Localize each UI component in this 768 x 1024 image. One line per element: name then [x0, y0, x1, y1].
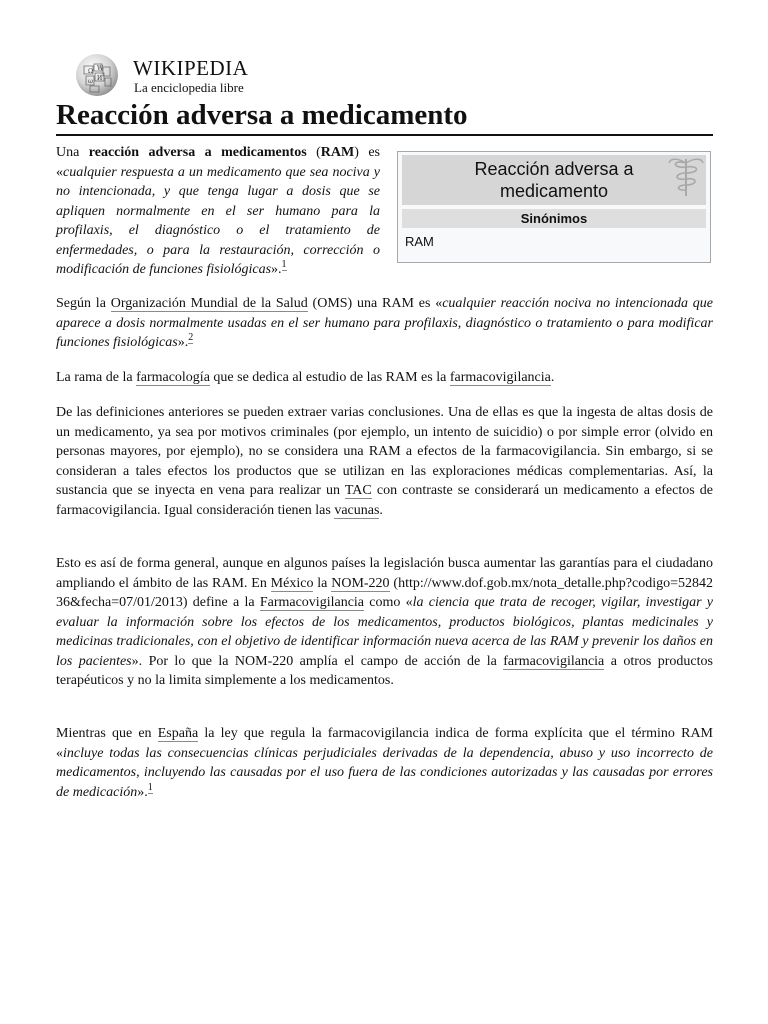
term-bold: reacción adversa a medicamentos: [88, 145, 307, 160]
paragraph-oms: Según la Organización Mundial de la Salud (OMS) una RAM es «cualquier reacción nociva no intencionada que aparece a dosis normalmente usadas en el ser humano para profilaxis, diagnóstico o tratamiento o para modificar funciones fisiológicas».$^2$: [56, 296, 713, 350]
infobox-synonym-value: RAM: [405, 234, 434, 249]
svg-text:ω: ω: [88, 78, 93, 85]
link-farmacovigilancia[interactable]: farmacovigilancia: [449, 370, 551, 385]
caduceus-icon: [668, 157, 704, 197]
link-farmacovigilancia-3[interactable]: farmacovigilancia: [503, 653, 605, 669]
paragraph-conclusiones: De las definiciones anteriores se pueden extraer varias conclusiones. Una de ellas es que la ingesta de altas dosis de un medicamento, ya sea por motivos criminales (por ejemplo, un intento de suicidio) o por simple error (olvido en personas mayores, por ejemplo), no se considera una RAM a efectos de la farmacovigilancia. Sin embargo, si se consideran a tales efectos los productos que se utilizan en las exploraciones médicas complementarias. Así, la sustancia que se inyecta en vena para realizar un TAC con contraste se considerará un medicamento a efectos de farmacovigilancia. Igual consideración tienen las vacunas.: [56, 405, 713, 518]
link-nom-220[interactable]: NOM-220: [331, 575, 390, 591]
svg-text:W: W: [97, 65, 104, 72]
paragraph-intro: Una reacción adversa a medicamentos (RAM) es «cualquier respuesta a un medicamento que sea nociva y no intencionada, y que tenga lugar a dosis que se apliquen normalmente en el ser humano para la profilaxis, el diagnóstico o el tratamiento de enfermedades, o para la restauración, corrección o modificación de funciones fisiológicas».$^1$: [56, 145, 381, 277]
wikipedia-globe-icon[interactable]: [74, 52, 120, 98]
paragraph-mexico: Esto es así de forma general, aunque en algunos países la legislación busca aumentar las garantías para el ciudadano ampliando el ámbito de las RAM. En México la NOM-220 (http://www.dof.gob.mx/nota_detalle.php?codigo=5284236&fecha=07/01/2013) define a la Farmacovigilancia como «la ciencia que trata de recoger, vigilar, investigar y evaluar la información sobre los efectos de los medicamentos, productos biológicos, plantas medicinales y medicinas tradicionales, con el objetivo de identificar información nueva acerca de las RAM y prevenir los daños en los pacientes». Por lo que la NOM-220 amplía el campo de acción de la farmacovigilancia a otros productos terapéuticos y no la limita simplemente a los medicamentos.: [56, 556, 714, 688]
link-oms[interactable]: Organización Mundial de la Salud: [110, 296, 308, 311]
oms-quote: cualquier reacción nociva no intencionada que aparece a dosis normalmente usadas en el ser humano para profilaxis, diagnóstico o tratamiento o para modificar funciones fisiológicas: [56, 296, 713, 350]
acronym-bold: RAM: [320, 145, 355, 160]
link-tac[interactable]: TAC: [344, 483, 372, 498]
link-farmacovigilancia-2[interactable]: Farmacovigilancia: [259, 595, 365, 610]
link-mexico[interactable]: México: [270, 575, 314, 591]
reference-link-1[interactable]: 1: [281, 259, 287, 270]
reference-link-2[interactable]: 2: [188, 332, 194, 343]
link-farmacologia[interactable]: farmacología: [136, 370, 210, 385]
infobox-title: [402, 155, 706, 205]
infobox-title-text: Reacción adversa a medicamento: [474, 159, 634, 201]
external-url[interactable]: (http://www.dof.gob.mx/nota_detalle.php?codigo=5284236&fecha=07/01/2013): [56, 575, 714, 610]
infobox: [397, 151, 711, 263]
espana-quote: incluye todas las consecuencias clínicas perjudiciales derivadas de la dependencia, abuso y uso incorrecto de medicamentos, incluyendo las causadas por el uso fuera de las condiciones autorizadas y las causadas por errores de medicación: [56, 745, 713, 800]
infobox-section-header: Sinónimos: [402, 209, 706, 228]
paragraph-rama: La rama de la farmacología que se dedica al estudio de las RAM es la farmacovigilancia.: [56, 370, 555, 385]
page-title: Reacción adversa a medicamento: [56, 96, 713, 136]
site-header[interactable]: [74, 52, 374, 100]
paragraph-espana: Mientras que en España la ley que regula la farmacovigilancia indica de forma explícita que el término RAM «incluye todas las consecuencias clínicas perjudiciales derivadas de la dependencia, abuso y uso incorrecto de medicamentos, incluyendo las causadas por el uso fuera de las condiciones autorizadas y las causadas por errores de medicación».$^1$: [56, 726, 713, 800]
definition-quote: cualquier respuesta a un medicamento que sea nociva y no intencionada, y que tenga lugar a dosis que se apliquen normalmente en el ser humano para la profilaxis, el diagnóstico o el tratamiento de enfermedades, o para la restauración, corrección o modificación de funciones fisiológicas: [56, 164, 380, 277]
link-espana[interactable]: España: [157, 726, 199, 741]
wikipedia-wordmark[interactable]: WIKIPEDIA: [133, 56, 249, 80]
link-vacunas[interactable]: vacunas: [334, 502, 380, 518]
svg-text:И: И: [97, 75, 103, 82]
nom-quote: la ciencia que trata de recoger, vigilar, investigar y evaluar la información sobre los efectos de los medicamentos, productos biológicos, plantas medicinales y medicinas tradicionales, con el objetivo de identificar información nueva acerca de las RAM y prevenir los daños en los pacientes: [56, 595, 714, 669]
wikipedia-tagline: La enciclopedia libre: [134, 80, 244, 95]
reference-link-1b[interactable]: 1: [147, 781, 153, 793]
svg-text:Ω: Ω: [88, 68, 93, 75]
